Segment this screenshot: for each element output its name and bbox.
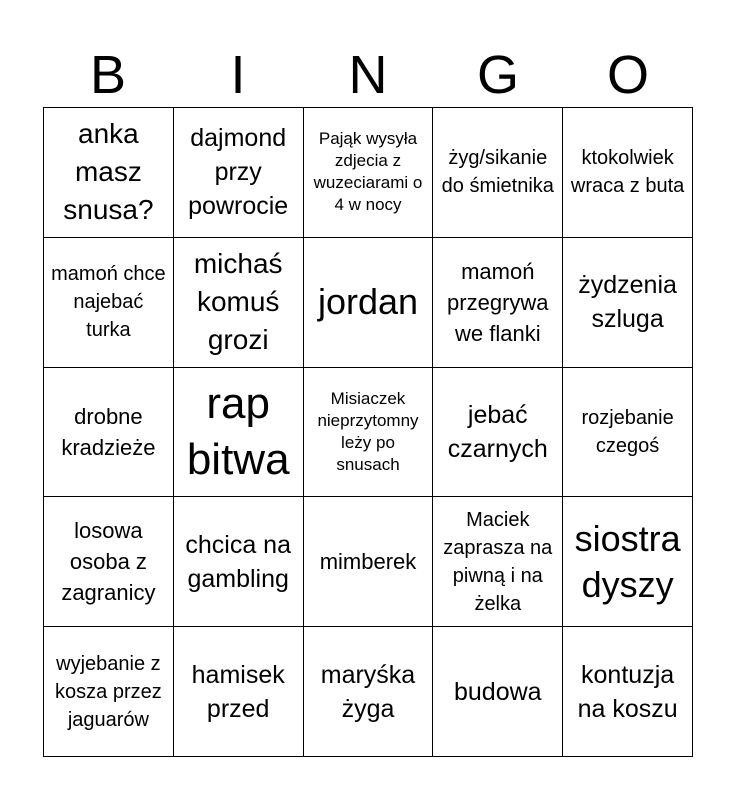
bingo-cell[interactable]: mimberek [304, 497, 434, 627]
bingo-cell[interactable]: dajmond przy powrocie [174, 108, 304, 238]
bingo-cell[interactable]: ktokolwiek wraca z buta [563, 108, 693, 238]
bingo-cell[interactable]: kontuzja na koszu [563, 627, 693, 757]
bingo-cell[interactable]: hamisek przed [174, 627, 304, 757]
bingo-cell[interactable]: siostra dyszy [563, 497, 693, 627]
bingo-cell[interactable]: maryśka żyga [304, 627, 434, 757]
bingo-cell[interactable]: żyg/sikanie do śmietnika [433, 108, 563, 238]
bingo-cell[interactable]: anka masz snusa? [44, 108, 174, 238]
bingo-cell[interactable]: mamoń chce najebać turka [44, 238, 174, 368]
bingo-cell[interactable]: michaś komuś grozi [174, 238, 304, 368]
bingo-cell[interactable]: drobne kradzieże [44, 368, 174, 498]
bingo-cell[interactable]: rozjebanie czegoś [563, 368, 693, 498]
bingo-cell[interactable]: Misiaczek nieprzytomny leży po snusach [304, 368, 434, 498]
header-letter-o: O [606, 45, 649, 105]
header-letter-b: B [89, 45, 127, 105]
bingo-cell[interactable]: chcica na gambling [174, 497, 304, 627]
bingo-cell[interactable]: żydzenia szluga [563, 238, 693, 368]
bingo-cell[interactable]: losowa osoba z zagranicy [44, 497, 174, 627]
bingo-grid [43, 107, 693, 757]
bingo-cell[interactable]: Maciek zaprasza na piwną i na żelka [433, 497, 563, 627]
header-letter-n: N [348, 45, 388, 105]
bingo-cell[interactable]: budowa [433, 627, 563, 757]
bingo-cell[interactable]: jebać czarnych [433, 368, 563, 498]
bingo-header [43, 44, 693, 106]
header-letter-i: I [230, 45, 246, 105]
bingo-cell[interactable]: rap bitwa [174, 368, 304, 498]
bingo-cell[interactable]: Pająk wysyła zdjecia z wuzeciarami o 4 w nocy [304, 108, 434, 238]
bingo-cell[interactable]: mamoń przegrywa we flanki [433, 238, 563, 368]
bingo-cell[interactable]: wyjebanie z kosza przez jaguarów [44, 627, 174, 757]
bingo-cell[interactable]: jordan [304, 238, 434, 368]
header-letter-g: G [476, 45, 519, 105]
